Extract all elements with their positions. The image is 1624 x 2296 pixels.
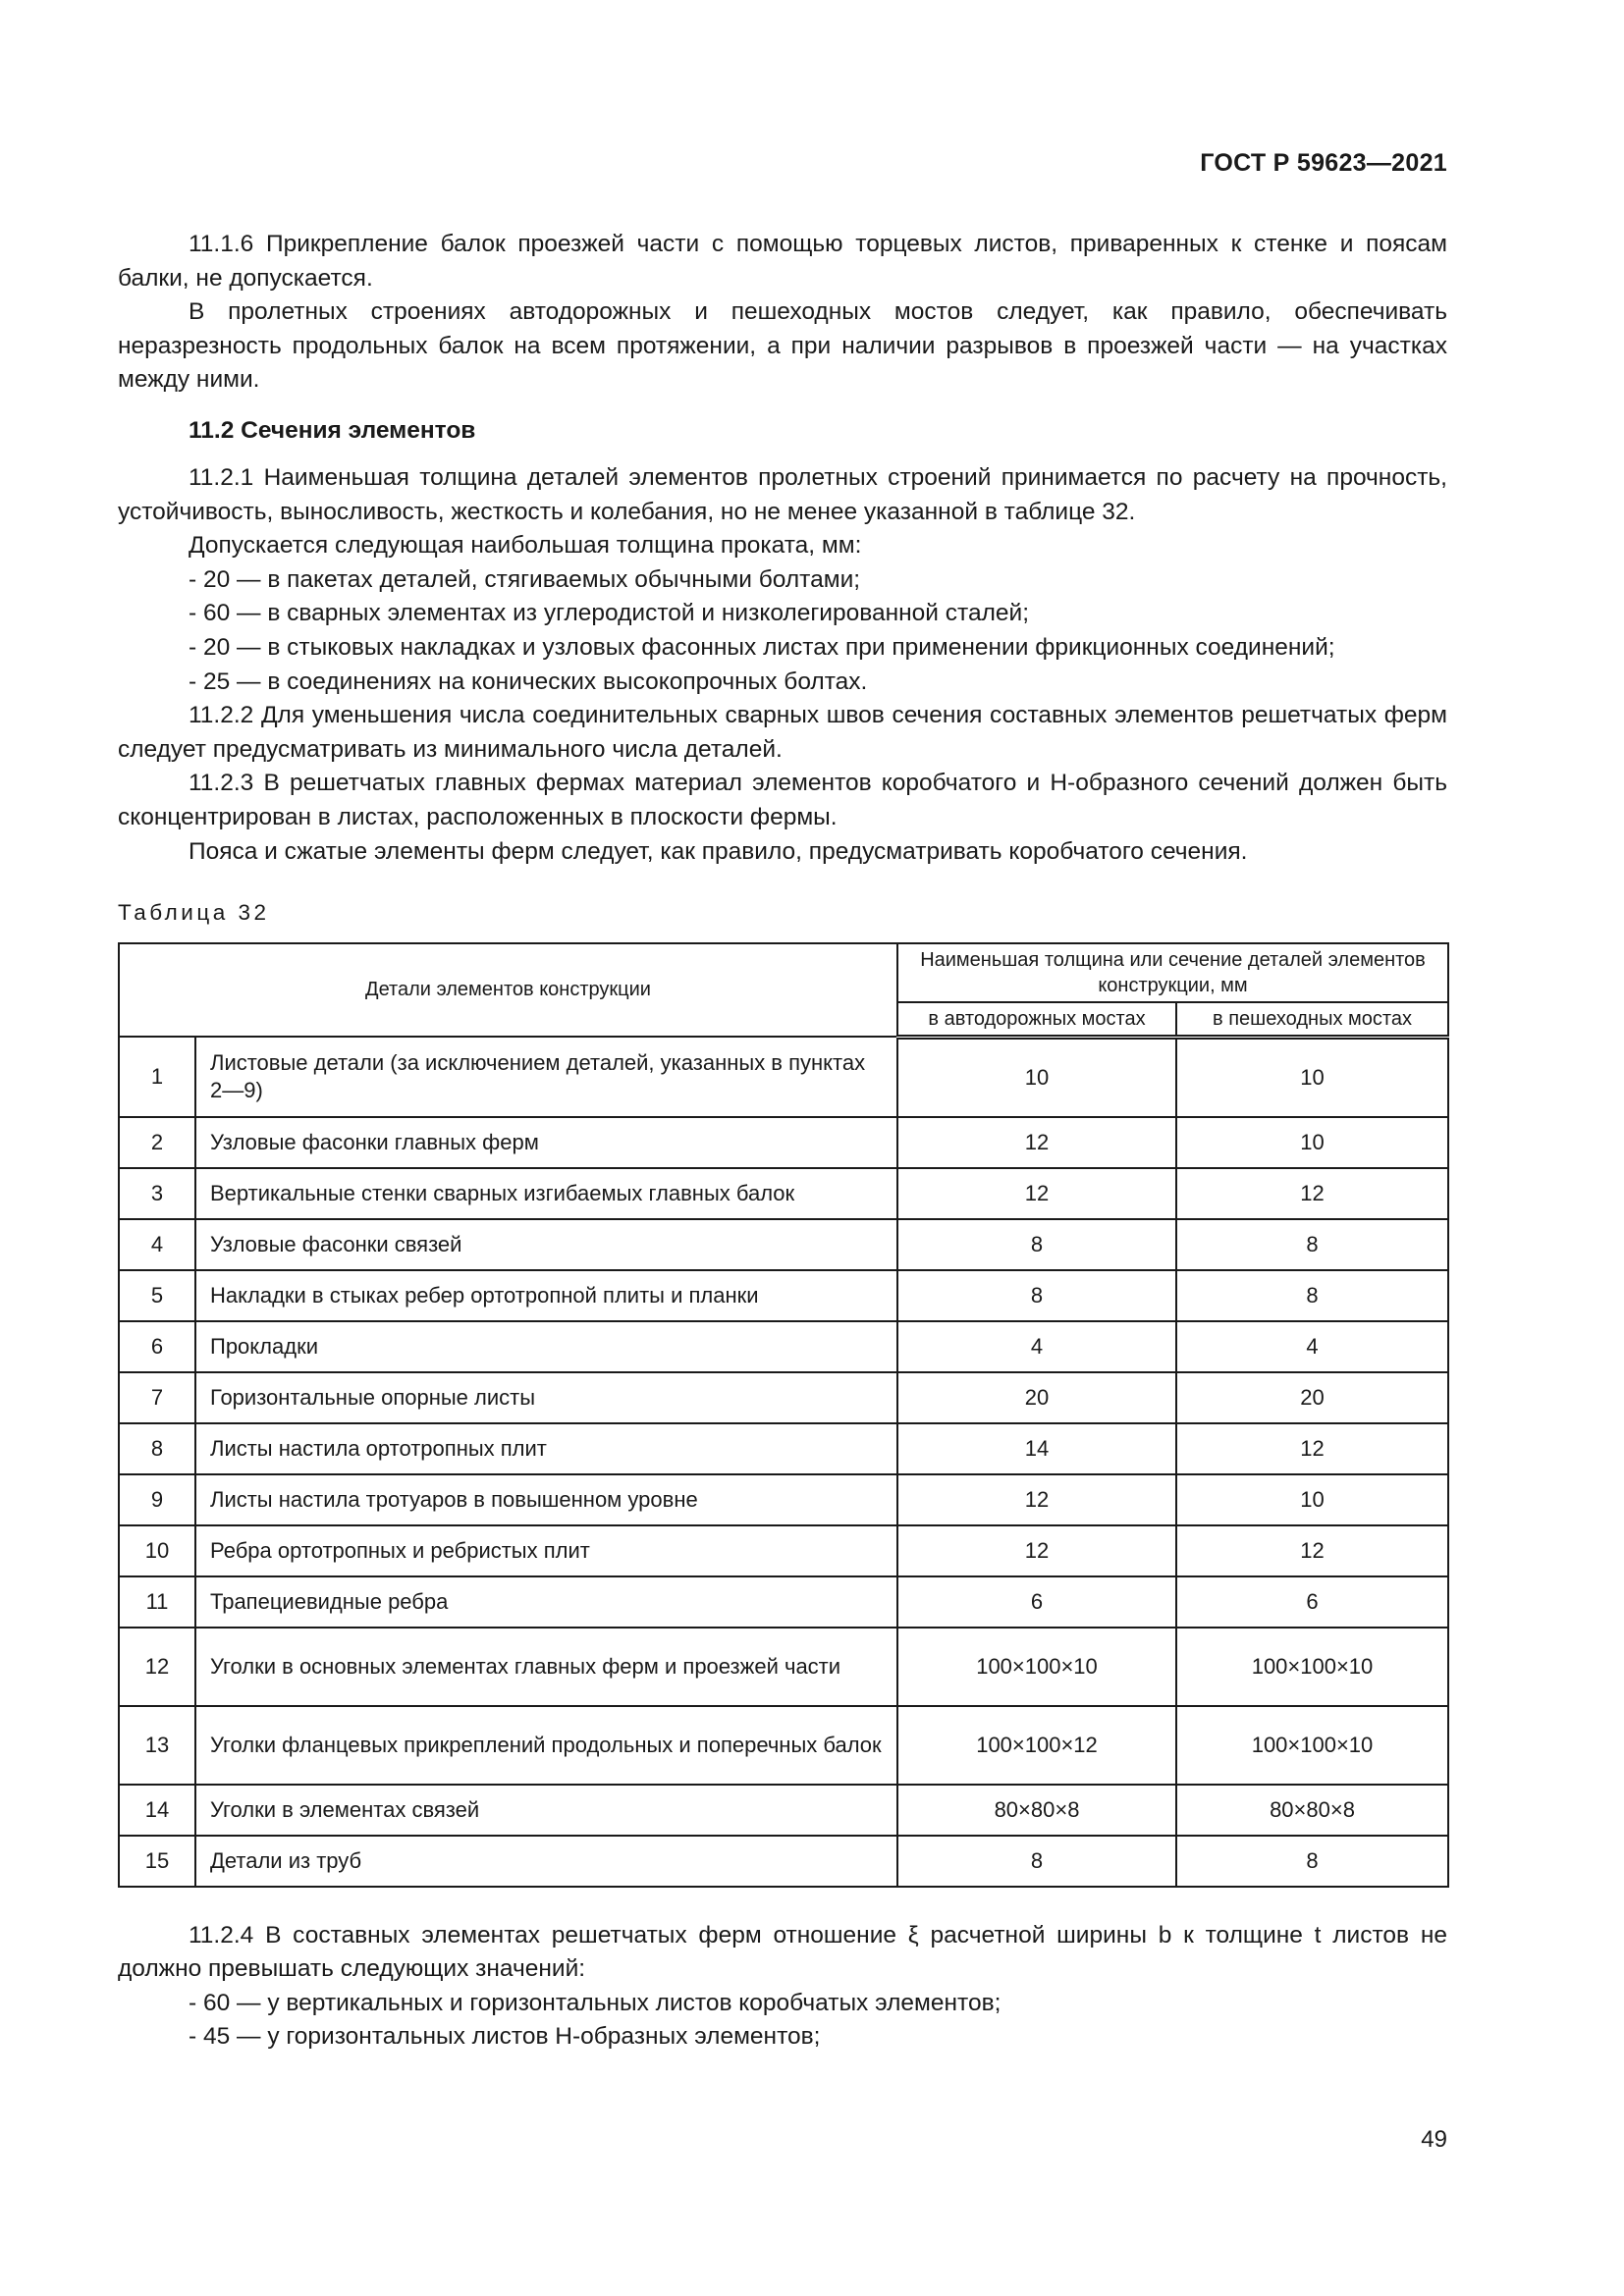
row-pedestrian-value: 8: [1176, 1836, 1448, 1887]
row-number: 6: [119, 1321, 195, 1372]
table-row: [119, 1117, 1448, 1168]
table-row: [119, 1706, 1448, 1785]
row-pedestrian-value: 8: [1176, 1219, 1448, 1270]
table-row: [119, 1270, 1448, 1321]
row-description: Трапециевидные ребра: [195, 1576, 897, 1628]
row-description: Горизонтальные опорные листы: [195, 1372, 897, 1423]
row-description: Детали из труб: [195, 1836, 897, 1887]
page-content: [118, 228, 1447, 2055]
row-number: 1: [119, 1037, 195, 1117]
row-description: Узловые фасонки связей: [195, 1219, 897, 1270]
row-description: Ребра ортотропных и ребристых плит: [195, 1525, 897, 1576]
table-row: [119, 1219, 1448, 1270]
row-road-value: 100×100×10: [897, 1628, 1176, 1706]
table-row: [119, 1168, 1448, 1219]
row-road-value: 8: [897, 1836, 1176, 1887]
section-title: 11.2 Сечения элементов: [189, 416, 476, 444]
row-number: 13: [119, 1706, 195, 1785]
row-description: Прокладки: [195, 1321, 897, 1372]
row-description: Вертикальные стенки сварных изгибаемых главных балок: [195, 1168, 897, 1219]
row-description: Уголки фланцевых прикреплений продольных и поперечных балок: [195, 1706, 897, 1785]
row-description: Листы настила ортотропных плит: [195, 1423, 897, 1474]
paragraph-11-2-2: 11.2.2 Для уменьшения числа соединительных сварных швов сечения составных элементов решетчатых ферм следует предусматривать из минимального числа деталей.: [118, 702, 1447, 763]
page-number: 49: [1421, 2126, 1447, 2153]
table-row: [119, 1037, 1448, 1117]
paragraph-11-2-4: 11.2.4 В составных элементах решетчатых ферм отношение ξ расчетной ширины b к толщине t листов не должно превышать следующих значений:: [118, 1921, 1447, 1983]
document-code: ГОСТ Р 59623—2021: [1200, 149, 1447, 177]
row-description: Листы настила тротуаров в повышенном уровне: [195, 1474, 897, 1525]
row-pedestrian-value: 100×100×10: [1176, 1706, 1448, 1785]
row-number: 10: [119, 1525, 195, 1576]
row-road-value: 4: [897, 1321, 1176, 1372]
row-road-value: 20: [897, 1372, 1176, 1423]
row-number: 3: [119, 1168, 195, 1219]
thickness-table: [118, 942, 1449, 1888]
row-road-value: 6: [897, 1576, 1176, 1628]
row-description: Листовые детали (за исключением деталей, указанных в пунктах 2—9): [195, 1037, 897, 1117]
row-pedestrian-value: 20: [1176, 1372, 1448, 1423]
row-number: 4: [119, 1219, 195, 1270]
paragraph-11-2-1: 11.2.1 Наименьшая толщина деталей элементов пролетных строений принимается по расчету на прочность, устойчивость, выносливость, жесткость и колебания, но не менее указанной в таблице 32.: [118, 463, 1447, 525]
row-pedestrian-value: 10: [1176, 1037, 1448, 1117]
row-number: 9: [119, 1474, 195, 1525]
row-description: Узловые фасонки главных ферм: [195, 1117, 897, 1168]
row-number: 15: [119, 1836, 195, 1887]
row-number: 2: [119, 1117, 195, 1168]
table-row: [119, 1321, 1448, 1372]
row-pedestrian-value: 100×100×10: [1176, 1628, 1448, 1706]
paragraph-11-1-6: 11.1.6 Прикрепление балок проезжей части с помощью торцевых листов, приваренных к стенке и поясам балки, не допускается.: [118, 231, 1447, 292]
row-description: Уголки в основных элементах главных ферм и проезжей части: [195, 1628, 897, 1706]
bottom-text: [118, 1919, 1447, 2055]
table-row: [119, 1836, 1448, 1887]
paragraph-max-thickness: Допускается следующая наибольшая толщина проката, мм:: [189, 532, 862, 560]
paragraph-11-2-3: 11.2.3 В решетчатых главных фермах материал элементов коробчатого и Н-образного сечений должен быть сконцентрирован в листах, расположенных в плоскости фермы.: [118, 770, 1447, 830]
row-number: 14: [119, 1785, 195, 1836]
row-pedestrian-value: 12: [1176, 1423, 1448, 1474]
row-road-value: 12: [897, 1474, 1176, 1525]
row-road-value: 8: [897, 1219, 1176, 1270]
list-item-friction: - 20 — в стыковых накладках и узловых фасонных листах при применении фрикционных соединений;: [189, 633, 1335, 661]
row-pedestrian-value: 12: [1176, 1525, 1448, 1576]
row-road-value: 14: [897, 1423, 1176, 1474]
list-item-box-elements: - 60 — у вертикальных и горизонтальных листов коробчатых элементов;: [189, 1989, 1001, 2016]
row-pedestrian-value: 6: [1176, 1576, 1448, 1628]
row-number: 11: [119, 1576, 195, 1628]
row-number: 5: [119, 1270, 195, 1321]
row-description: Накладки в стыках ребер ортотропной плиты и планки: [195, 1270, 897, 1321]
row-pedestrian-value: 12: [1176, 1168, 1448, 1219]
list-item-conical-bolts: - 25 — в соединениях на конических высокопрочных болтах.: [189, 667, 868, 695]
row-pedestrian-value: 8: [1176, 1270, 1448, 1321]
table-header-min-thickness: Наименьшая толщина или сечение деталей элементов конструкции, мм: [897, 943, 1448, 1002]
row-pedestrian-value: 10: [1176, 1117, 1448, 1168]
table-row: [119, 1372, 1448, 1423]
row-pedestrian-value: 4: [1176, 1321, 1448, 1372]
row-road-value: 12: [897, 1117, 1176, 1168]
table-row: [119, 1525, 1448, 1576]
row-road-value: 80×80×8: [897, 1785, 1176, 1836]
list-item-h-elements: - 45 — у горизонтальных листов Н-образных элементов;: [189, 2023, 821, 2051]
row-number: 12: [119, 1628, 195, 1706]
row-description: Уголки в элементах связей: [195, 1785, 897, 1836]
row-road-value: 10: [897, 1037, 1176, 1117]
row-road-value: 12: [897, 1525, 1176, 1576]
row-pedestrian-value: 10: [1176, 1474, 1448, 1525]
list-item-welded: - 60 — в сварных элементах из углеродистой и низколегированной сталей;: [189, 600, 1030, 627]
table-row: [119, 1423, 1448, 1474]
table-row: [119, 1576, 1448, 1628]
paragraph-continuity: В пролетных строениях автодорожных и пешеходных мостов следует, как правило, обеспечивать неразрезность продольных балок на всем протяжении, а при наличии разрывов в проезжей части — на участках между ними.: [118, 298, 1447, 394]
row-pedestrian-value: 80×80×8: [1176, 1785, 1448, 1836]
row-number: 7: [119, 1372, 195, 1423]
row-road-value: 12: [897, 1168, 1176, 1219]
row-road-value: 100×100×12: [897, 1706, 1176, 1785]
row-number: 8: [119, 1423, 195, 1474]
table-row: [119, 1628, 1448, 1706]
table-caption: Таблица 32: [118, 900, 270, 926]
table-header-details: Детали элементов конструкции: [119, 943, 897, 1038]
table-header-pedestrian-bridges: в пешеходных мостах: [1176, 1002, 1448, 1038]
table-row: [119, 1474, 1448, 1525]
list-item-bolts: - 20 — в пакетах деталей, стягиваемых обычными болтами;: [189, 565, 861, 593]
row-road-value: 8: [897, 1270, 1176, 1321]
table-header-road-bridges: в автодорожных мостах: [897, 1002, 1176, 1038]
table-row: [119, 1785, 1448, 1836]
paragraph-box-section: Пояса и сжатые элементы ферм следует, как правило, предусматривать коробчатого сечения.: [189, 837, 1248, 865]
